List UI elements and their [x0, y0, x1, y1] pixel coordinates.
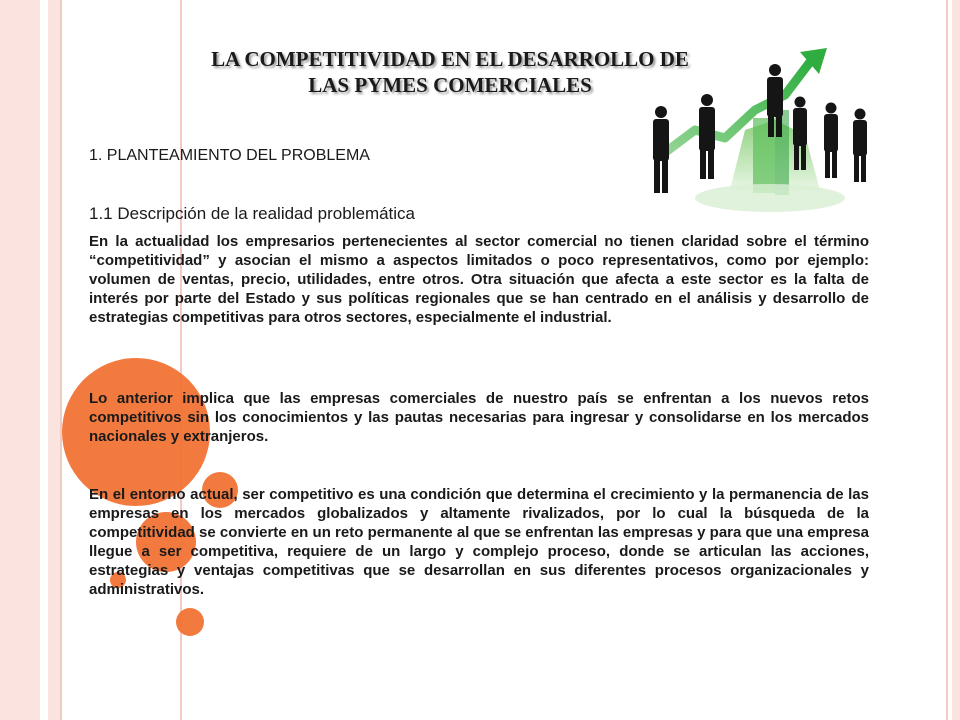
paragraph-3: En el entorno actual, ser competitivo es una condición que determina el crecimiento y la permanencia de las empresas en los mercados globalizados y altamente rivalizados, por lo cual la búsqueda de la competitividad se convierte en un reto permanente al que se enfrentan las empresas y para que una empresa llegue a ser competitiva, requiere de un largo y complejo proceso, donde se articulan las acciones, estrategias y ventajas competitivas que se desarrollan en sus diferentes procesos organizacionales y administrativos.	[89, 486, 869, 598]
paragraph-2: Lo anterior implica que las empresas comerciales de nuestro país se enfrentan a los nuevos retos competitivos sin los conocimientos y las pautas necesarias para ingresar y consolidarse en los mercados nacionales y extranjeros.	[89, 390, 869, 445]
title-line-1: LA COMPETITIVIDAD EN EL DESARROLLO DE	[211, 47, 689, 71]
section-heading: 1. PLANTEAMIENTO DEL PROBLEMA	[89, 147, 370, 164]
decor-line	[60, 0, 62, 720]
business-growth-illustration	[635, 40, 880, 225]
paragraph-1: En la actualidad los empresarios pertenecientes al sector comercial no tienen claridad sobre el término “competitividad” y asocian el mismo a aspectos limitados o poco representativos, como por ejemplo: volumen de ventas, precio, utilidades, entre otros. Otra situación que afecta a este sector es la falta de interés por parte del Estado y sus políticas regionales que se han centrado en el análisis y desarrollo de estrategias competitivas para otros sectores, especialmente el industrial.	[89, 233, 869, 326]
section-subheading: 1.1 Descripción de la realidad problemática	[89, 204, 416, 223]
decor-strip	[0, 0, 40, 720]
decor-strip	[40, 0, 48, 720]
title-line-2: LAS PYMES COMERCIALES	[308, 73, 592, 97]
decor-line-right	[946, 0, 948, 720]
decor-strip-right	[952, 0, 960, 720]
decor-circle	[176, 608, 204, 636]
